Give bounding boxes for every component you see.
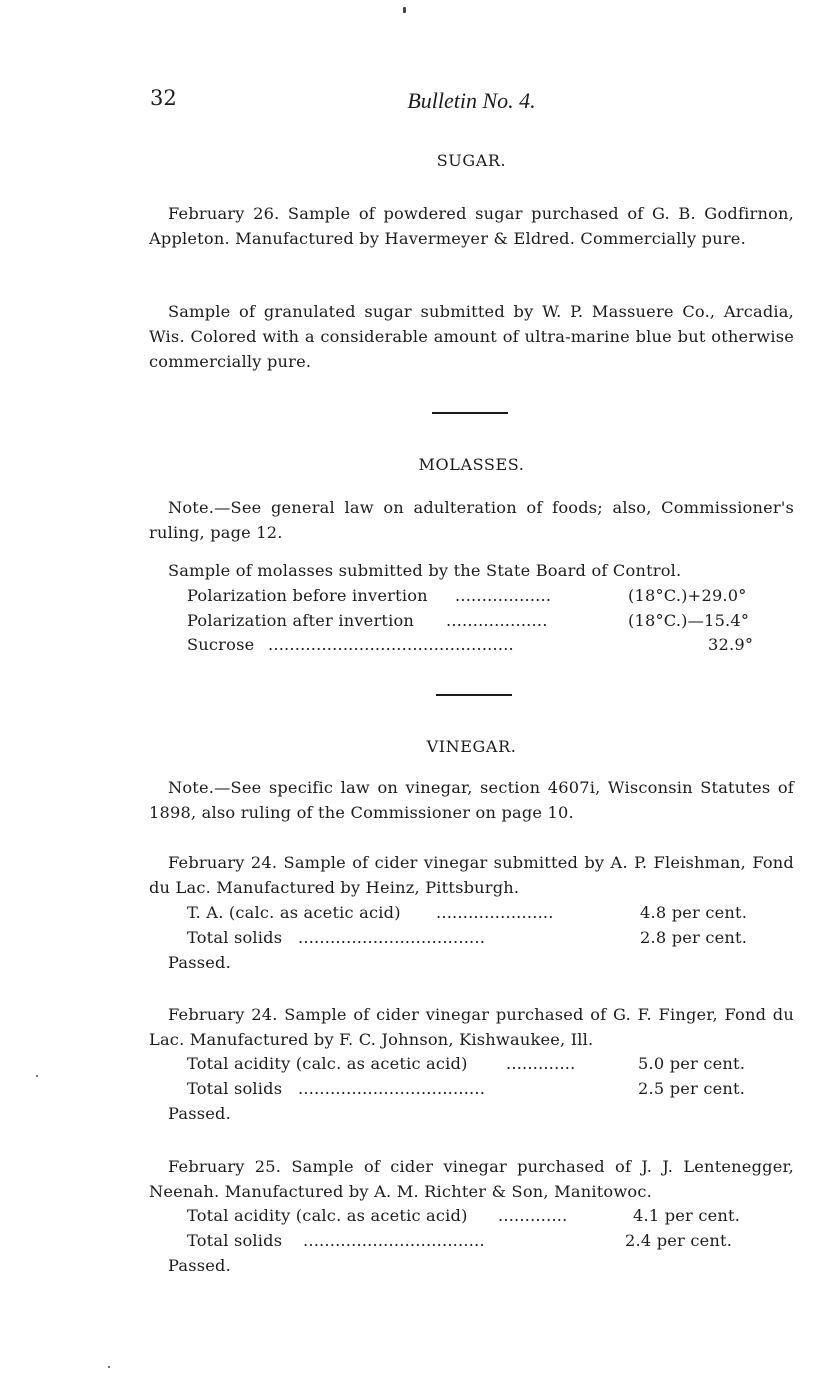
sugar-paragraph-1: February 26. Sample of powdered sugar purchased of G. B. Godfirnon, Appleton. Manufactured by Havermeyer & Eldred. Commercially pure.: [149, 204, 794, 248]
vinegar-result: Passed.: [168, 1256, 231, 1275]
vinegar-row-value: 2.8 per cent.: [640, 928, 748, 947]
dot-leader: ..................: [455, 586, 552, 605]
molasses-row-value: (18°C.)+29.0°: [628, 586, 747, 605]
molasses-row-label: Polarization before invertion: [187, 586, 428, 605]
molasses-note: Note.—See general law on adulteration of foods; also, Commissioner's ruling, page 12.: [149, 498, 794, 542]
dot-leader: ..............................................: [268, 635, 514, 654]
molasses-row-label: Polarization after invertion: [187, 611, 415, 630]
vinegar-row-label: Total solids: [187, 928, 283, 947]
vinegar-row-value: 5.0 per cent.: [638, 1054, 746, 1073]
molasses-row-value: 32.9°: [708, 635, 754, 654]
running-title: Bulletin No. 4.: [407, 88, 536, 113]
scan-speck: [403, 7, 406, 13]
vinegar-row-label: T. A. (calc. as acetic acid): [187, 903, 401, 922]
vinegar-result: Passed.: [168, 953, 231, 972]
vinegar-row-value: 2.5 per cent.: [638, 1079, 746, 1098]
dot-leader: .............: [498, 1206, 568, 1225]
dot-leader: ..................................: [303, 1231, 485, 1250]
section-title-molasses: MOLASSES.: [418, 455, 525, 474]
vinegar-note: Note.—See specific law on vinegar, section 4607i, Wisconsin Statutes of 1898, also ruling of the Commissioner on page 10.: [149, 778, 794, 822]
dot-leader: ......................: [436, 903, 554, 922]
vinegar-row-value: 2.4 per cent.: [625, 1231, 733, 1250]
vinegar-row-label: Total acidity (calc. as acetic acid): [187, 1054, 468, 1073]
vinegar-sample-2: February 24. Sample of cider vinegar purchased of G. F. Finger, Fond du Lac. Manufactured by F. C. Johnson, Kishwaukee, Ill.: [149, 1005, 794, 1049]
section-title-vinegar: VINEGAR.: [426, 737, 517, 756]
dot-leader: ...................................: [298, 1079, 486, 1098]
vinegar-row-label: Total solids: [187, 1079, 283, 1098]
molasses-sample-line: Sample of molasses submitted by the State Board of Control.: [168, 561, 682, 580]
vinegar-row-label: Total acidity (calc. as acetic acid): [187, 1206, 468, 1225]
scan-speck: [36, 1075, 38, 1077]
scan-speck: [108, 1366, 110, 1368]
dot-leader: ...................: [446, 611, 548, 630]
dot-leader: ...................................: [298, 928, 486, 947]
section-divider: [432, 412, 508, 414]
vinegar-row-value: 4.8 per cent.: [640, 903, 748, 922]
section-title-sugar: SUGAR.: [436, 151, 507, 170]
vinegar-row-value: 4.1 per cent.: [633, 1206, 741, 1225]
molasses-row-label: Sucrose: [187, 635, 255, 654]
vinegar-sample-3: February 25. Sample of cider vinegar purchased of J. J. Lentenegger, Neenah. Manufactured by A. M. Richter & Son, Manitowoc.: [149, 1157, 794, 1201]
page-number: 32: [150, 86, 177, 110]
dot-leader: .............: [506, 1054, 576, 1073]
vinegar-result: Passed.: [168, 1104, 231, 1123]
vinegar-sample-1: February 24. Sample of cider vinegar submitted by A. P. Fleishman, Fond du Lac. Manufactured by Heinz, Pittsburgh.: [149, 853, 794, 897]
sugar-paragraph-2: Sample of granulated sugar submitted by W. P. Massuere Co., Arcadia, Wis. Colored with a considerable amount of ultra-marine blue but otherwise commercially pure.: [149, 302, 794, 371]
vinegar-row-label: Total solids: [187, 1231, 283, 1250]
section-divider: [436, 694, 512, 696]
molasses-row-value: (18°C.)—15.4°: [628, 611, 750, 630]
